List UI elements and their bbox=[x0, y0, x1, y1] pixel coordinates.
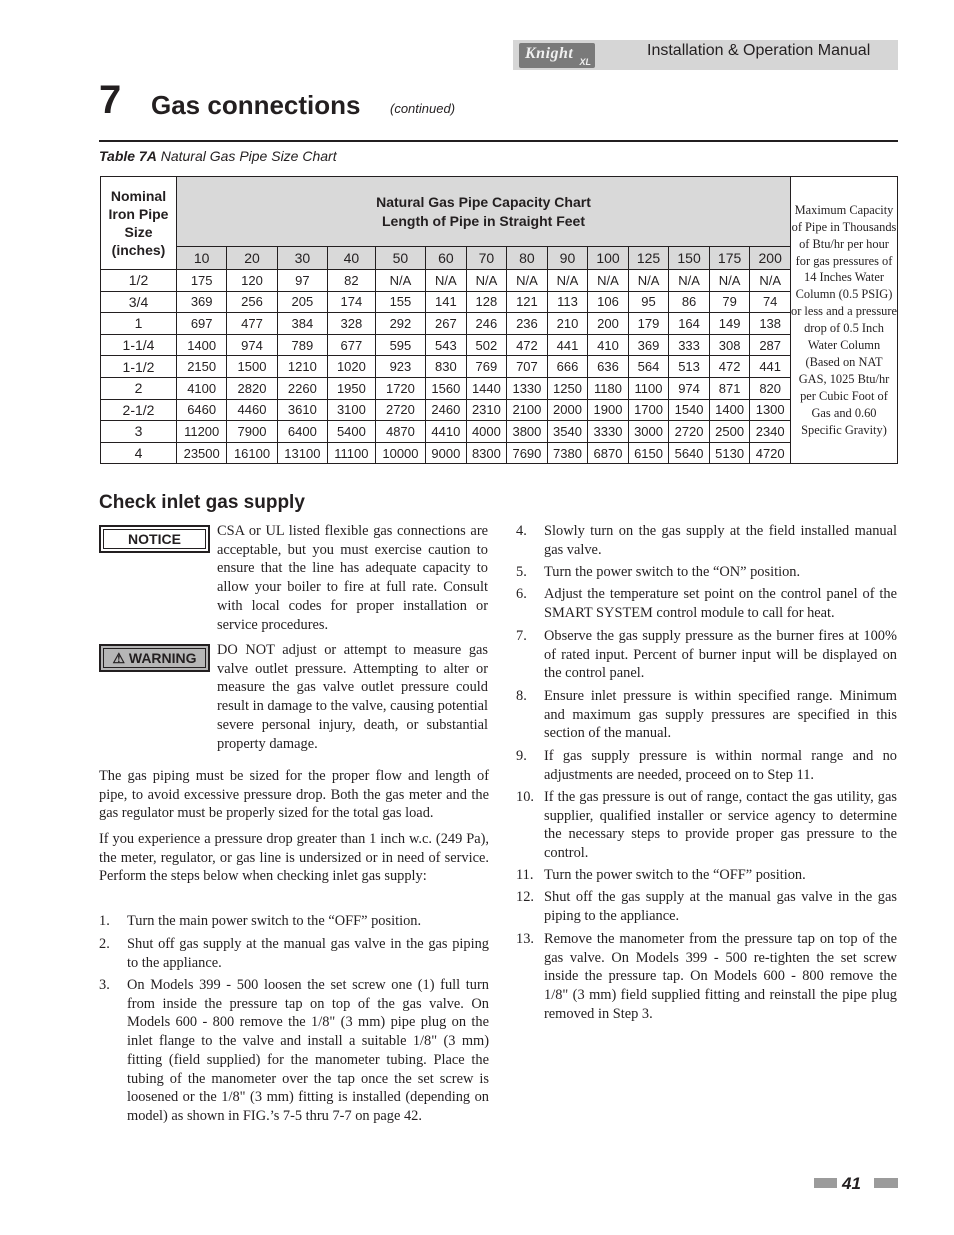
capacity-cell: 236 bbox=[507, 313, 548, 335]
length-header-cell: 40 bbox=[328, 247, 376, 270]
capacity-cell: 513 bbox=[669, 356, 710, 378]
chart-title-cell bbox=[177, 177, 791, 247]
step-number: 7. bbox=[516, 628, 527, 644]
step-text: Ensure inlet pressure is within specified range. Minimum and maximum gas supply pressures are specified in this section of the manual. bbox=[544, 688, 897, 742]
table-row bbox=[101, 442, 898, 464]
capacity-cell: 3800 bbox=[507, 421, 548, 443]
table-row bbox=[101, 270, 898, 292]
step-number: 9. bbox=[516, 748, 527, 764]
capacity-cell: 697 bbox=[177, 313, 227, 335]
capacity-cell: 1330 bbox=[507, 377, 548, 399]
pipe-size-header-line: (inches) bbox=[111, 242, 166, 258]
capacity-cell: 1300 bbox=[750, 399, 791, 421]
capacity-cell: 974 bbox=[669, 377, 710, 399]
step-text: Shut off the gas supply at the manual gas valve in the gas piping to the appliance. bbox=[544, 889, 897, 924]
table-caption-label: Table 7A bbox=[99, 148, 157, 164]
step-number: 4. bbox=[516, 523, 527, 539]
length-header-cell: 200 bbox=[750, 247, 791, 270]
step-text: Turn the main power switch to the “OFF” position. bbox=[127, 913, 422, 929]
capacity-cell: 3330 bbox=[588, 421, 629, 443]
step-number: 8. bbox=[516, 688, 527, 704]
capacity-cell: 1210 bbox=[277, 356, 327, 378]
capacity-cell: 6870 bbox=[588, 442, 629, 464]
capacity-cell: N/A bbox=[426, 270, 467, 292]
step-text: Remove the manometer from the pressure tap on top of the gas valve. On Models 399 - 500 re-tighten the set screw inside the pressure tap. On Models 600 - 800 remove the 1/8" (3 mm) field supplied fitting and reinstall the pipe plug removed in Step 3. bbox=[544, 931, 897, 1022]
capacity-cell: 7900 bbox=[227, 421, 277, 443]
step-number: 6. bbox=[516, 586, 527, 602]
capacity-cell: N/A bbox=[375, 270, 425, 292]
length-header-cell: 30 bbox=[277, 247, 327, 270]
capacity-cell: 4000 bbox=[466, 421, 507, 443]
length-header-cell: 125 bbox=[628, 247, 669, 270]
capacity-cell: 74 bbox=[750, 291, 791, 313]
table-caption bbox=[99, 148, 337, 164]
capacity-cell: 149 bbox=[709, 313, 750, 335]
step-number: 11. bbox=[516, 867, 534, 883]
capacity-cell: 1440 bbox=[466, 377, 507, 399]
capacity-cell: 3540 bbox=[547, 421, 588, 443]
table-caption-text: Natural Gas Pipe Size Chart bbox=[160, 148, 337, 164]
capacity-cell: 2310 bbox=[466, 399, 507, 421]
chapter-number: 7 bbox=[99, 78, 122, 122]
manual-title: Installation & Operation Manual bbox=[647, 42, 871, 59]
capacity-cell: 308 bbox=[709, 334, 750, 356]
capacity-cell: 830 bbox=[426, 356, 467, 378]
capacity-cell: 502 bbox=[466, 334, 507, 356]
capacity-cell: 6400 bbox=[277, 421, 327, 443]
length-header-cell: 90 bbox=[547, 247, 588, 270]
chart-title-line1: Natural Gas Pipe Capacity Chart bbox=[376, 193, 591, 210]
capacity-cell: 200 bbox=[588, 313, 629, 335]
warning-label: ⚠ WARNING bbox=[112, 650, 197, 666]
pipe-size-cell: 4 bbox=[101, 442, 177, 464]
table-row bbox=[101, 421, 898, 443]
step-text: Turn the power switch to the “ON” position. bbox=[544, 564, 801, 580]
capacity-cell: 175 bbox=[177, 270, 227, 292]
capacity-cell: 113 bbox=[547, 291, 588, 313]
capacity-cell: 292 bbox=[375, 313, 425, 335]
capacity-cell: 10000 bbox=[375, 442, 425, 464]
capacity-cell: 564 bbox=[628, 356, 669, 378]
pipe-size-header-line: Iron Pipe bbox=[108, 206, 169, 222]
capacity-cell: 79 bbox=[709, 291, 750, 313]
capacity-cell: 2460 bbox=[426, 399, 467, 421]
footer-bar-left bbox=[814, 1178, 837, 1188]
step-text: Adjust the temperature set point on the control panel of the SMART SYSTEM control module to call for heat. bbox=[544, 586, 897, 621]
capacity-cell: N/A bbox=[709, 270, 750, 292]
pipe-size-cell: 1/2 bbox=[101, 270, 177, 292]
notice-text: CSA or UL listed flexible gas connections are acceptable, but you must exercise caution to ensure that the line has adequate capacity to allow your boiler to fire at full rate. Consult with local codes for proper installation or service procedures. bbox=[217, 523, 488, 633]
capacity-cell: 2000 bbox=[547, 399, 588, 421]
capacity-cell: 2100 bbox=[507, 399, 548, 421]
capacity-cell: 543 bbox=[426, 334, 467, 356]
capacity-cell: 267 bbox=[426, 313, 467, 335]
capacity-cell: 333 bbox=[669, 334, 710, 356]
capacity-cell: 2150 bbox=[177, 356, 227, 378]
step-text: Shut off gas supply at the manual gas valve in the gas piping to the appliance. bbox=[127, 936, 489, 971]
capacity-cell: 4410 bbox=[426, 421, 467, 443]
capacity-cell: 1700 bbox=[628, 399, 669, 421]
pipe-size-header bbox=[101, 177, 177, 270]
capacity-cell: 769 bbox=[466, 356, 507, 378]
capacity-cell: 923 bbox=[375, 356, 425, 378]
length-header-cell: 100 bbox=[588, 247, 629, 270]
step-number: 10. bbox=[516, 789, 534, 805]
capacity-cell: 82 bbox=[328, 270, 376, 292]
capacity-cell: 86 bbox=[669, 291, 710, 313]
capacity-cell: N/A bbox=[628, 270, 669, 292]
capacity-cell: 11200 bbox=[177, 421, 227, 443]
logo-text: Knight bbox=[525, 45, 574, 62]
step-text: If gas supply pressure is within normal range and no adjustments are needed, proceed on to Step 11. bbox=[544, 748, 897, 783]
capacity-cell: 121 bbox=[507, 291, 548, 313]
capacity-cell: N/A bbox=[588, 270, 629, 292]
notice-badge bbox=[99, 525, 210, 553]
chapter-continued: (continued) bbox=[390, 101, 456, 116]
capacity-cell: 369 bbox=[177, 291, 227, 313]
capacity-cell: 95 bbox=[628, 291, 669, 313]
capacity-cell: 179 bbox=[628, 313, 669, 335]
pipe-size-header-line: Nominal bbox=[110, 188, 167, 204]
capacity-cell: 3000 bbox=[628, 421, 669, 443]
logo-subtext: XL bbox=[579, 57, 591, 67]
pipe-size-cell: 2 bbox=[101, 377, 177, 399]
capacity-cell: 97 bbox=[277, 270, 327, 292]
capacity-cell: 205 bbox=[277, 291, 327, 313]
capacity-cell: 11100 bbox=[328, 442, 376, 464]
length-header-cell: 50 bbox=[375, 247, 425, 270]
capacity-cell: 6150 bbox=[628, 442, 669, 464]
capacity-cell: 7690 bbox=[507, 442, 548, 464]
length-header-cell: 175 bbox=[709, 247, 750, 270]
capacity-cell: 4460 bbox=[227, 399, 277, 421]
capacity-cell: 3610 bbox=[277, 399, 327, 421]
capacity-cell: 141 bbox=[426, 291, 467, 313]
pipe-size-cell: 1-1/4 bbox=[101, 334, 177, 356]
pipe-size-cell: 3/4 bbox=[101, 291, 177, 313]
capacity-cell: 820 bbox=[750, 377, 791, 399]
capacity-cell: 1950 bbox=[328, 377, 376, 399]
length-header-cell: 80 bbox=[507, 247, 548, 270]
pipe-size-cell: 3 bbox=[101, 421, 177, 443]
pipe-size-cell: 1-1/2 bbox=[101, 356, 177, 378]
capacity-cell: 595 bbox=[375, 334, 425, 356]
capacity-cell: 441 bbox=[750, 356, 791, 378]
capacity-cell: 871 bbox=[709, 377, 750, 399]
capacity-cell: N/A bbox=[547, 270, 588, 292]
page-number: 41 bbox=[842, 1174, 861, 1193]
capacity-cell: 138 bbox=[750, 313, 791, 335]
capacity-cell: 2260 bbox=[277, 377, 327, 399]
capacity-cell: 9000 bbox=[426, 442, 467, 464]
brand-logo bbox=[519, 43, 595, 68]
heading-rule bbox=[99, 140, 898, 142]
table-row bbox=[101, 377, 898, 399]
capacity-cell: 1250 bbox=[547, 377, 588, 399]
table-row bbox=[101, 399, 898, 421]
warning-badge bbox=[99, 644, 210, 672]
capacity-cell: 328 bbox=[328, 313, 376, 335]
capacity-cell: 106 bbox=[588, 291, 629, 313]
capacity-cell: 369 bbox=[628, 334, 669, 356]
length-header-cell: 20 bbox=[227, 247, 277, 270]
capacity-cell: 155 bbox=[375, 291, 425, 313]
footer-bar-right bbox=[874, 1178, 898, 1188]
capacity-cell: 5400 bbox=[328, 421, 376, 443]
capacity-cell: 384 bbox=[277, 313, 327, 335]
capacity-cell: 1400 bbox=[177, 334, 227, 356]
pipe-size-cell: 2-1/2 bbox=[101, 399, 177, 421]
capacity-cell: 677 bbox=[328, 334, 376, 356]
capacity-cell: 2820 bbox=[227, 377, 277, 399]
table-row bbox=[101, 356, 898, 378]
length-header-cell: 150 bbox=[669, 247, 710, 270]
capacity-cell: 120 bbox=[227, 270, 277, 292]
chapter-title: Gas connections bbox=[151, 90, 361, 120]
capacity-cell: 2500 bbox=[709, 421, 750, 443]
capacity-cell: 636 bbox=[588, 356, 629, 378]
capacity-cell: 472 bbox=[709, 356, 750, 378]
step-number: 3. bbox=[99, 977, 110, 993]
step-number: 5. bbox=[516, 564, 527, 580]
capacity-cell: 6460 bbox=[177, 399, 227, 421]
capacity-cell: 1100 bbox=[628, 377, 669, 399]
step-text: Observe the gas supply pressure as the burner fires at 100% of rated input. Percent of burner input will be displayed on the control panel. bbox=[544, 628, 897, 682]
capacity-cell: 2720 bbox=[375, 399, 425, 421]
length-header-cell: 70 bbox=[466, 247, 507, 270]
capacity-cell: 1540 bbox=[669, 399, 710, 421]
capacity-cell: 2340 bbox=[750, 421, 791, 443]
capacity-cell: 4720 bbox=[750, 442, 791, 464]
gas-pipe-table bbox=[100, 176, 898, 464]
intro-paragraph: The gas piping must be sized for the proper flow and length of pipe, to avoid excessive pressure drop. Both the gas meter and the gas regulator must be properly sized for the total gas load. bbox=[99, 768, 489, 822]
capacity-cell: 974 bbox=[227, 334, 277, 356]
step-number: 2. bbox=[99, 936, 110, 952]
capacity-cell: N/A bbox=[750, 270, 791, 292]
capacity-cell: 477 bbox=[227, 313, 277, 335]
table-row bbox=[101, 291, 898, 313]
capacity-cell: N/A bbox=[466, 270, 507, 292]
capacity-cell: 2720 bbox=[669, 421, 710, 443]
length-header-cell: 60 bbox=[426, 247, 467, 270]
capacity-cell: 789 bbox=[277, 334, 327, 356]
step-number: 12. bbox=[516, 889, 534, 905]
table-row bbox=[101, 334, 898, 356]
step-text: Turn the power switch to the “OFF” position. bbox=[544, 867, 806, 883]
capacity-cell: 8300 bbox=[466, 442, 507, 464]
length-header-cell: 10 bbox=[177, 247, 227, 270]
capacity-cell: 3100 bbox=[328, 399, 376, 421]
capacity-cell: 164 bbox=[669, 313, 710, 335]
capacity-cell: 256 bbox=[227, 291, 277, 313]
capacity-cell: 16100 bbox=[227, 442, 277, 464]
capacity-cell: 174 bbox=[328, 291, 376, 313]
capacity-cell: 13100 bbox=[277, 442, 327, 464]
capacity-cell: 666 bbox=[547, 356, 588, 378]
capacity-cell: 1180 bbox=[588, 377, 629, 399]
capacity-cell: 5640 bbox=[669, 442, 710, 464]
capacity-cell: 1720 bbox=[375, 377, 425, 399]
capacity-cell: 287 bbox=[750, 334, 791, 356]
step-text: If the gas pressure is out of range, contact the gas utility, gas supplier, qualified installer or service agency to determine the necessary steps to provide proper gas pressure to the control. bbox=[544, 789, 897, 862]
step-text: On Models 399 - 500 loosen the set screw one (1) full turn from inside the pressure tap on top of the gas valve. On Models 600 - 800 remove the 1/8" (3 mm) pipe plug on the inlet flange to the valve and install a suitable 1/8" (3 mm) fitting (field supplied) for the manometer tubing. Place the tubing of the manometer over the tap once the set screw is loosened or the 1/8" (3 mm) fitting is installed (depending on model) as shown in FIG.’s 7-5 thru 7-7 on page 42. bbox=[127, 977, 489, 1124]
capacity-cell: 128 bbox=[466, 291, 507, 313]
capacity-cell: 23500 bbox=[177, 442, 227, 464]
capacity-cell: 1560 bbox=[426, 377, 467, 399]
capacity-cell: 472 bbox=[507, 334, 548, 356]
pipe-size-cell: 1 bbox=[101, 313, 177, 335]
capacity-cell: 707 bbox=[507, 356, 548, 378]
notice-label: NOTICE bbox=[128, 531, 181, 547]
warning-text: DO NOT adjust or attempt to measure gas valve outlet pressure. Attempting to alter or measure the gas valve outlet pressure could result in damage to the valve, causing potential severe personal injury, death, or substantial property damage. bbox=[217, 642, 488, 752]
section-title: Check inlet gas supply bbox=[99, 492, 305, 513]
capacity-cell: 410 bbox=[588, 334, 629, 356]
capacity-cell: 7380 bbox=[547, 442, 588, 464]
chart-title-line2: Length of Pipe in Straight Feet bbox=[382, 212, 585, 229]
capacity-cell: 210 bbox=[547, 313, 588, 335]
capacity-cell: 246 bbox=[466, 313, 507, 335]
pressure-paragraph: If you experience a pressure drop greater than 1 inch w.c. (249 Pa), the meter, regulator, or gas line is undersized or in need of service. Perform the steps below when checking inlet gas supply: bbox=[99, 831, 489, 885]
capacity-cell: 1500 bbox=[227, 356, 277, 378]
capacity-cell: 441 bbox=[547, 334, 588, 356]
table-row bbox=[101, 313, 898, 335]
pipe-size-header-line: Size bbox=[124, 224, 153, 240]
step-number: 13. bbox=[516, 931, 534, 947]
capacity-cell: N/A bbox=[507, 270, 548, 292]
step-text: Slowly turn on the gas supply at the field installed manual gas valve. bbox=[544, 523, 897, 558]
capacity-cell: N/A bbox=[669, 270, 710, 292]
capacity-note: Maximum Capacity of Pipe in Thousands of Btu/hr per hour for gas pressures of 14 Inches Water Column (0.5 PSIG) or less and a pressure drop of 0.5 Inch Water Column (Based on NAT GAS, 1025 Btu/hr per Cubic Foot of Gas and 0.60 Specific Gravity) bbox=[791, 177, 898, 464]
capacity-cell: 4100 bbox=[177, 377, 227, 399]
step-number: 1. bbox=[99, 913, 110, 929]
capacity-cell: 5130 bbox=[709, 442, 750, 464]
capacity-cell: 1900 bbox=[588, 399, 629, 421]
capacity-cell: 1400 bbox=[709, 399, 750, 421]
capacity-cell: 1020 bbox=[328, 356, 376, 378]
capacity-cell: 4870 bbox=[375, 421, 425, 443]
